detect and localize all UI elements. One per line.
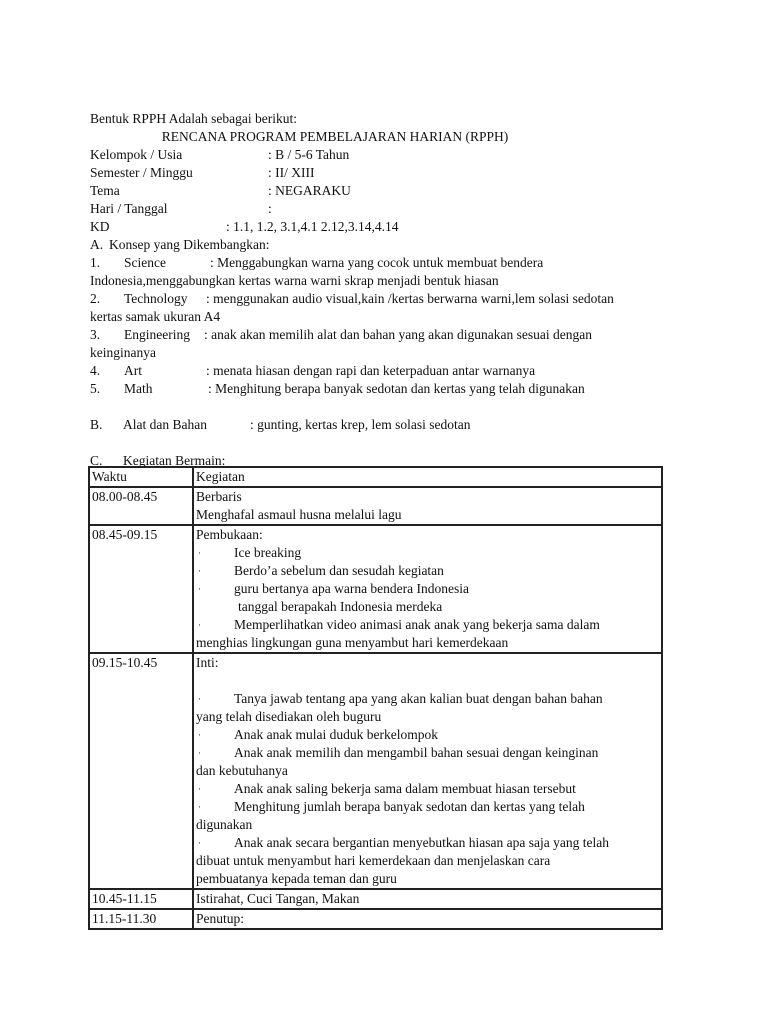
list-item-continuation: pembuatanya kepada teman dan guru	[196, 871, 397, 886]
table-row	[89, 487, 662, 525]
item-name: Math	[124, 381, 153, 396]
bullet-icon: ·	[198, 584, 201, 594]
section-tag: B.	[90, 417, 103, 432]
item-name: Science	[124, 255, 166, 270]
item-desc: : anak akan memilih alat dan bahan yang akan digunakan sesuai dengan	[204, 327, 592, 342]
bullet-icon: ·	[198, 730, 201, 740]
list-item-text: tanggal berapakah Indonesia merdeka	[238, 599, 443, 614]
section-value: : gunting, kertas krep, lem solasi sedotan	[250, 417, 471, 432]
list-item	[196, 580, 661, 598]
list-item-continuation: menghias lingkungan guna menyambut hari kemerdekaan	[196, 635, 509, 650]
item-desc: : menggunakan audio visual,kain /kertas berwarna warni,lem solasi sedotan	[206, 291, 614, 306]
activity-cell	[193, 909, 662, 929]
field-label: Hari / Tanggal	[90, 201, 168, 216]
column-header: Kegiatan	[193, 467, 662, 487]
list-item	[196, 780, 661, 798]
field-value: : II/ XIII	[268, 165, 315, 180]
item-continuation: kertas samak ukuran A4	[90, 309, 221, 324]
activity-table	[88, 466, 663, 930]
activity-line: Berbaris	[196, 489, 242, 504]
list-item-text: Ice breaking	[234, 545, 302, 560]
list-item	[196, 726, 661, 744]
table-row	[89, 653, 662, 889]
item-desc: : menata hiasan dengan rapi dan keterpaduan antar warnanya	[206, 363, 536, 378]
list-item	[196, 798, 661, 816]
list-item	[196, 616, 661, 634]
intro-text: Bentuk RPPH Adalah sebagai berikut:	[90, 111, 297, 126]
item-number: 5.	[90, 381, 101, 396]
list-item-continuation: yang telah disediakan oleh buguru	[196, 709, 382, 724]
bullet-icon: ·	[198, 566, 201, 576]
item-number: 4.	[90, 363, 101, 378]
concept-item	[90, 326, 670, 344]
kd-value: : 1.1, 1.2, 3.1,4.1 2.12,3.14,4.14	[226, 219, 399, 234]
item-name: Technology	[124, 291, 188, 306]
list-item-text: Memperlihatkan video animasi anak anak yang bekerja sama dalam	[234, 617, 600, 632]
document-body	[90, 110, 670, 470]
bullet-icon: ·	[198, 620, 201, 630]
list-item	[196, 562, 661, 580]
bullet-icon: ·	[198, 748, 201, 758]
bullet-icon: ·	[198, 548, 201, 558]
table-row	[89, 909, 662, 929]
activity-heading: Pembukaan:	[196, 527, 263, 542]
list-item-text: Tanya jawab tentang apa yang akan kalian buat dengan bahan bahan	[234, 691, 603, 706]
item-desc: : Menghitung berapa banyak sedotan dan kertas yang telah digunakan	[208, 381, 585, 396]
field-row	[90, 200, 670, 218]
item-continuation: Indonesia,menggabungkan kertas warna warni skrap menjadi bentuk hiasan	[90, 273, 499, 288]
column-header: Waktu	[89, 467, 193, 487]
section-b-heading	[90, 416, 670, 434]
activity-cell	[193, 525, 662, 653]
field-label: Tema	[90, 183, 120, 198]
field-value: : NEGARAKU	[268, 183, 351, 198]
list-item	[196, 834, 661, 852]
section-title: Kegiatan Bermain:	[123, 453, 226, 468]
list-item-text: Anak anak memilih dan mengambil bahan sesuai dengan keinginan	[234, 745, 599, 760]
kd-row	[90, 218, 670, 236]
list-item-text: guru bertanya apa warna bendera Indonesia	[234, 581, 470, 596]
list-item-text: Menghitung jumlah berapa banyak sedotan dan kertas yang telah	[234, 799, 585, 814]
table-row	[89, 525, 662, 653]
item-name: Art	[124, 363, 142, 378]
list-item-text: Berdo’a sebelum dan sesudah kegiatan	[234, 563, 444, 578]
field-label: Semester / Minggu	[90, 165, 193, 180]
concept-item	[90, 380, 670, 398]
table-row	[89, 889, 662, 909]
concept-item	[90, 290, 670, 308]
list-item-text: Anak anak saling bekerja sama dalam membuat hiasan tersebut	[234, 781, 576, 796]
field-label: Kelompok / Usia	[90, 147, 183, 162]
bullet-icon: ·	[198, 694, 201, 704]
list-item-text: Anak anak secara bergantian menyebutkan hiasan apa saja yang telah	[234, 835, 609, 850]
section-tag: C.	[90, 453, 103, 468]
field-value: : B / 5-6 Tahun	[268, 147, 350, 162]
item-name: Engineering	[124, 327, 190, 342]
item-number: 3.	[90, 327, 101, 342]
time-cell: 11.15-11.30	[89, 909, 193, 929]
list-item	[196, 744, 661, 762]
list-item-text: Anak anak mulai duduk berkelompok	[234, 727, 438, 742]
item-continuation: keinginanya	[90, 345, 156, 360]
list-item-continuation: dibuat untuk menyambut hari kemerdekaan dan menjelaskan cara	[196, 853, 551, 868]
bullet-icon: ·	[198, 784, 201, 794]
item-desc: : Menggabungkan warna yang cocok untuk membuat bendera	[210, 255, 544, 270]
time-cell: 10.45-11.15	[89, 889, 193, 909]
list-item-continuation: digunakan	[196, 817, 253, 832]
field-row	[90, 146, 670, 164]
activity-cell	[193, 653, 662, 889]
bullet-icon: ·	[198, 838, 201, 848]
field-row	[90, 182, 670, 200]
bullet-icon: ·	[198, 802, 201, 812]
list-item	[196, 690, 661, 708]
section-title: Konsep yang Dikembangkan:	[109, 237, 270, 252]
field-row	[90, 164, 670, 182]
kd-label: KD	[90, 219, 110, 234]
document-title: RENCANA PROGRAM PEMBELAJARAN HARIAN (RPPH)	[161, 129, 509, 144]
activity-heading: Inti:	[196, 655, 219, 670]
activity-cell	[193, 889, 662, 909]
section-tag: A.	[90, 237, 104, 252]
activity-line: Menghafal asmaul husna melalui lagu	[196, 507, 402, 522]
list-item	[196, 598, 661, 616]
list-item	[196, 544, 661, 562]
time-cell: 08.45-09.15	[89, 525, 193, 653]
activity-line: Istirahat, Cuci Tangan, Makan	[196, 891, 360, 906]
list-item-continuation: dan kebutuhanya	[196, 763, 288, 778]
section-a-heading	[90, 236, 670, 254]
section-title: Alat dan Bahan	[123, 417, 207, 432]
time-cell: 09.15-10.45	[89, 653, 193, 889]
concept-item	[90, 362, 670, 380]
activity-line: Penutup:	[196, 911, 245, 926]
concept-item	[90, 254, 670, 272]
item-number: 2.	[90, 291, 101, 306]
item-number: 1.	[90, 255, 101, 270]
table-header-row	[89, 467, 662, 487]
time-cell: 08.00-08.45	[89, 487, 193, 525]
field-value: :	[268, 201, 272, 216]
activity-cell	[193, 487, 662, 525]
